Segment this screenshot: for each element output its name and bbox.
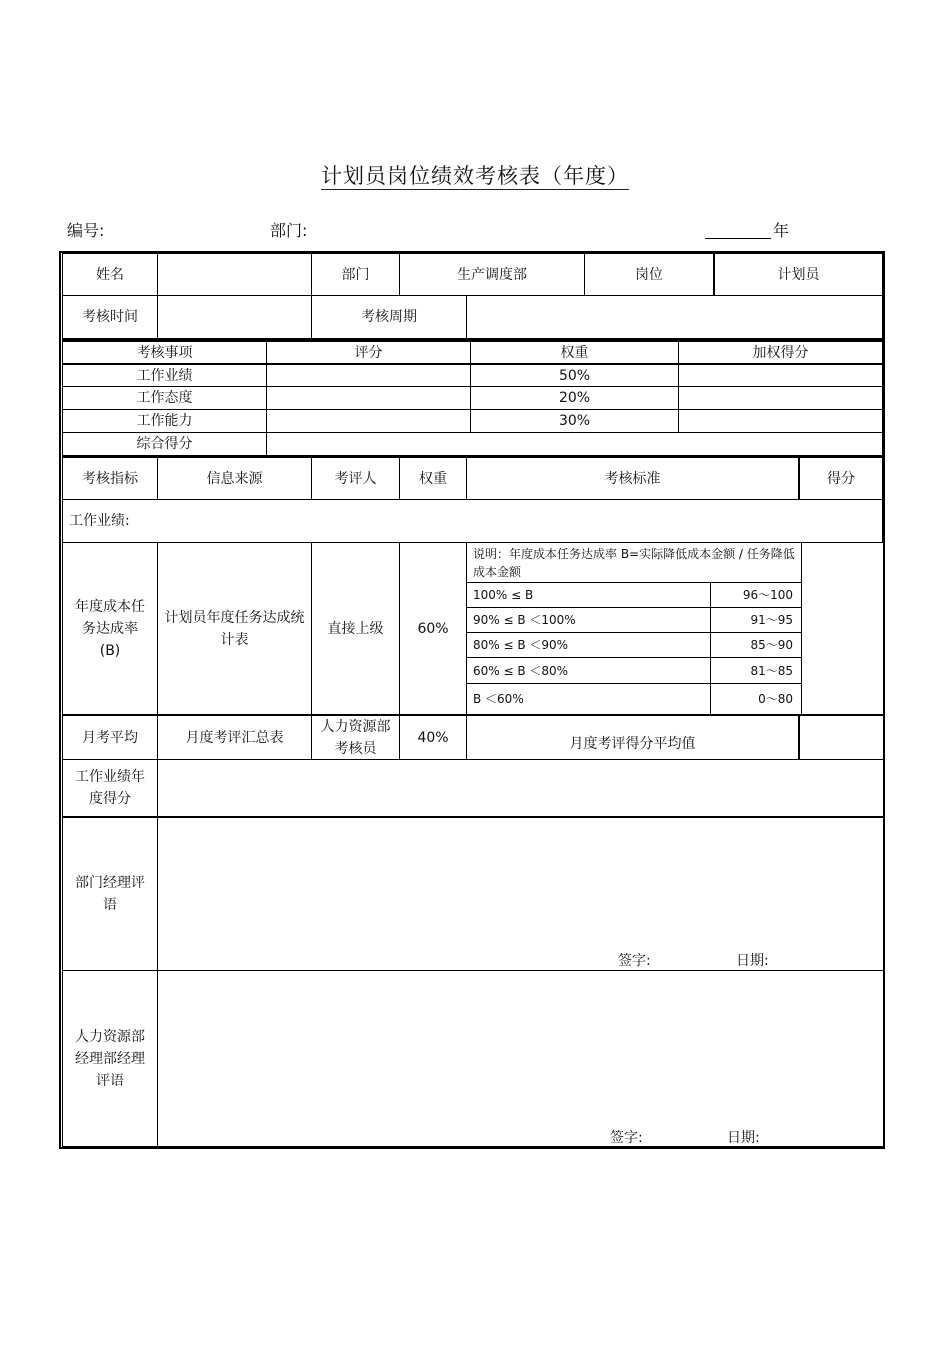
summary-weight: 50%	[470, 364, 679, 387]
date-label: 日期:	[727, 1130, 760, 1146]
post-value: 计划员	[714, 253, 883, 296]
annual-score-label: 工作业绩年度得分	[62, 759, 158, 817]
page-title: 计划员岗位绩效考核表（年度）	[321, 164, 629, 188]
criteria-range: 100% ≤ B	[466, 582, 711, 608]
evaluator-cell: 直接上级	[311, 542, 400, 715]
number-label: 编号:	[67, 221, 105, 240]
weight-cell: 40%	[399, 715, 467, 760]
evaluator-cell: 人力资源部考核员	[311, 715, 400, 760]
year-input-line[interactable]	[705, 238, 771, 239]
hr-comment-field[interactable]	[157, 970, 885, 1147]
manager-comment-label: 部门经理评语	[62, 817, 158, 971]
name-field[interactable]	[157, 253, 312, 296]
detail-header: 考核标准	[466, 457, 800, 500]
score-field[interactable]	[799, 715, 885, 760]
criteria-score: 85～90	[710, 632, 802, 658]
score-field[interactable]	[801, 542, 885, 715]
indicator-cost-rate: 年度成本任务达成率(B)	[62, 542, 158, 715]
detail-header: 考评人	[311, 457, 400, 500]
post-label: 岗位	[584, 253, 715, 296]
time-label: 考核时间	[62, 295, 158, 339]
dept-value: 生产调度部	[399, 253, 585, 296]
summary-item: 工作业绩	[62, 364, 267, 387]
summary-item: 工作能力	[62, 409, 267, 433]
criteria-range: 90% ≤ B ＜100%	[466, 607, 711, 633]
criteria-range: 80% ≤ B ＜90%	[466, 632, 711, 658]
detail-header: 信息来源	[157, 457, 312, 500]
summary-header: 权重	[470, 341, 679, 364]
source-cell: 计划员年度任务达成统计表	[157, 542, 312, 715]
summary-header: 考核事项	[62, 341, 267, 364]
criteria-note: 说明：年度成本任务达成率 B=实际降低成本金额 / 任务降低成本金额	[466, 542, 802, 583]
summary-weight: 30%	[470, 409, 679, 433]
dept-field-label: 部门	[311, 253, 400, 296]
name-label: 姓名	[62, 253, 158, 296]
summary-score-field[interactable]	[266, 386, 471, 410]
summary-header: 评分	[266, 341, 471, 364]
criteria-cell: 月度考评得分平均值	[466, 715, 800, 760]
time-field[interactable]	[157, 295, 312, 339]
manager-comment-field[interactable]	[157, 817, 885, 971]
criteria-range: 60% ≤ B ＜80%	[466, 657, 711, 684]
criteria-score: 81～85	[710, 657, 802, 684]
annual-score-field[interactable]	[157, 759, 885, 817]
sign-label: 签字:	[618, 953, 651, 969]
summary-item: 综合得分	[62, 432, 267, 456]
criteria-score: 91～95	[710, 607, 802, 633]
summary-weight: 20%	[470, 386, 679, 410]
section-label: 工作业绩:	[62, 499, 883, 543]
detail-header: 考核指标	[62, 457, 158, 500]
summary-score-field[interactable]	[266, 409, 471, 433]
date-label: 日期:	[736, 953, 769, 969]
year-label: 年	[773, 221, 790, 240]
summary-weighted-field[interactable]	[678, 364, 883, 387]
summary-weighted-field[interactable]	[678, 386, 883, 410]
detail-header: 权重	[399, 457, 467, 500]
indicator-monthly-avg: 月考平均	[62, 715, 158, 760]
total-score-field[interactable]	[266, 432, 883, 456]
summary-weighted-field[interactable]	[678, 409, 883, 433]
source-cell: 月度考评汇总表	[157, 715, 312, 760]
summary-score-field[interactable]	[266, 364, 471, 387]
criteria-range: B ＜60%	[466, 683, 711, 715]
period-label: 考核周期	[311, 295, 467, 339]
hr-comment-label: 人力资源部经理部经理评语	[62, 970, 158, 1147]
period-field[interactable]	[466, 295, 883, 339]
sign-label: 签字:	[610, 1130, 643, 1146]
summary-item: 工作态度	[62, 386, 267, 410]
weight-cell: 60%	[399, 542, 467, 715]
criteria-score: 0～80	[710, 683, 802, 715]
criteria-score: 96～100	[710, 582, 802, 608]
dept-label: 部门:	[270, 221, 308, 240]
summary-header: 加权得分	[678, 341, 883, 364]
detail-header: 得分	[799, 457, 883, 500]
